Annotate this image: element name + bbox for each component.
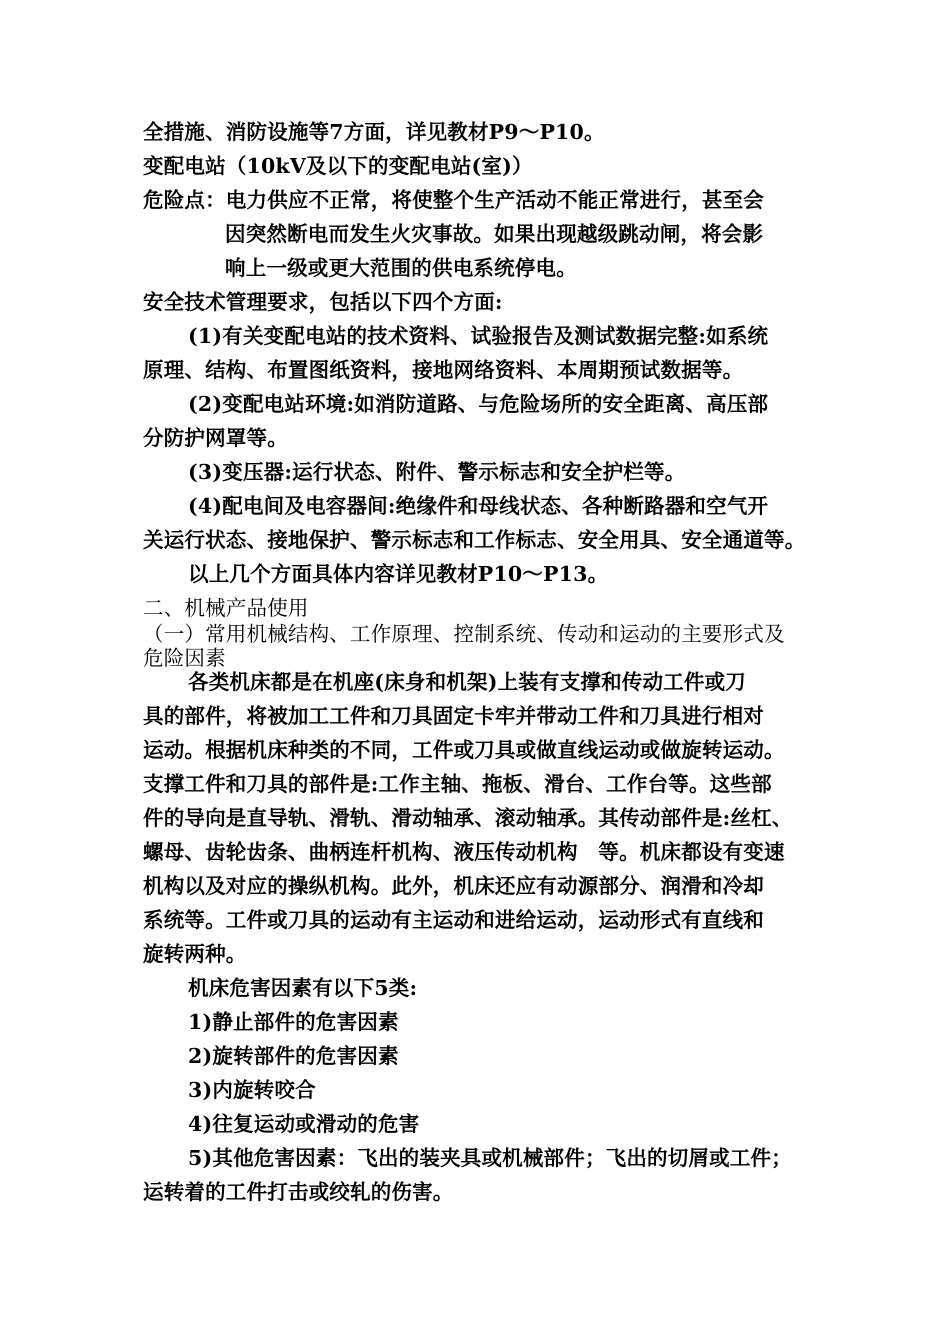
text-line: 件的导向是直导轨、滑轨、滑动轴承、滚动轴承。其传动部件是:丝杠、 <box>143 806 793 830</box>
text-line: 全措施、消防设施等7方面，详见教材P9～P10。 <box>143 120 605 144</box>
list-item: (1)有关变配电站的技术资料、试验报告及测试数据完整:如系统 <box>188 324 769 348</box>
text-line: 运动。根据机床种类的不同，工件或刀具或做直线运动或做旋转运动。 <box>143 738 785 762</box>
text-line: 具的部件，将被加工工件和刀具固定卡牢并带动工件和刀具进行相对 <box>143 704 764 728</box>
text-line: 响上一级或更大范围的供电系统停电。 <box>225 256 577 280</box>
text-line: 各类机床都是在机座(床身和机架)上装有支撑和传动工件或刀 <box>188 670 746 694</box>
text-line: 以上几个方面具体内容详见教材P10～P13。 <box>188 562 609 586</box>
subsection-heading: （一）常用机械结构、工作原理、控制系统、传动和运动的主要形式及 <box>143 622 785 646</box>
list-item: 5)其他危害因素：飞出的装夹具或机械部件；飞出的切屑或工件； <box>188 1146 792 1170</box>
text-line: 旋转两种。 <box>143 942 247 966</box>
text-line: 螺母、齿轮齿条、曲柄连杆机构、液压传动机构 等。机床都设有变速 <box>143 840 785 864</box>
text-line: 机床危害因素有以下5类: <box>188 976 418 1000</box>
section-heading: 二、机械产品使用 <box>143 596 309 620</box>
list-item: (4)配电间及电容器间:绝缘件和母线状态、各种断路器和空气开 <box>188 494 769 518</box>
text-line: 原理、结构、布置图纸资料，接地网络资料、本周期预试数据等。 <box>143 358 744 382</box>
list-item: 1)静止部件的危害因素 <box>188 1010 399 1034</box>
text-line: 关运行状态、接地保护、警示标志和工作标志、安全用具、安全通道等。 <box>143 528 806 552</box>
text-line: 机构以及对应的操纵机构。此外，机床还应有动源部分、润滑和冷却 <box>143 874 764 898</box>
list-item: 3)内旋转咬合 <box>188 1078 316 1102</box>
text-line: 支撑工件和刀具的部件是:工作主轴、拖板、滑台、工作台等。这些部 <box>143 772 772 796</box>
text-line: 系统等。工件或刀具的运动有主运动和进给运动，运动形式有直线和 <box>143 908 764 932</box>
section-heading: 变配电站（10kV及以下的变配电站(室)） <box>143 154 533 178</box>
list-item: (3)变压器:运行状态、附件、警示标志和安全护栏等。 <box>188 460 686 484</box>
list-item: 2)旋转部件的危害因素 <box>188 1044 399 1068</box>
list-item: (2)变配电站环境:如消防道路、与危险场所的安全距离、高压部 <box>188 392 769 416</box>
text-line: 因突然断电而发生火灾事故。如果出现越级跳动闸，将会影 <box>225 222 764 246</box>
subsection-heading: 危险因素 <box>143 646 226 670</box>
text-line: 安全技术管理要求，包括以下四个方面: <box>143 290 503 314</box>
text-line: 运转着的工件打击或绞轧的伤害。 <box>143 1180 454 1204</box>
list-item: 4)往复运动或滑动的危害 <box>188 1112 420 1136</box>
text-line: 危险点：电力供应不正常，将使整个生产活动不能正常进行，甚至会 <box>143 188 764 212</box>
text-line: 分防护网罩等。 <box>143 426 288 450</box>
